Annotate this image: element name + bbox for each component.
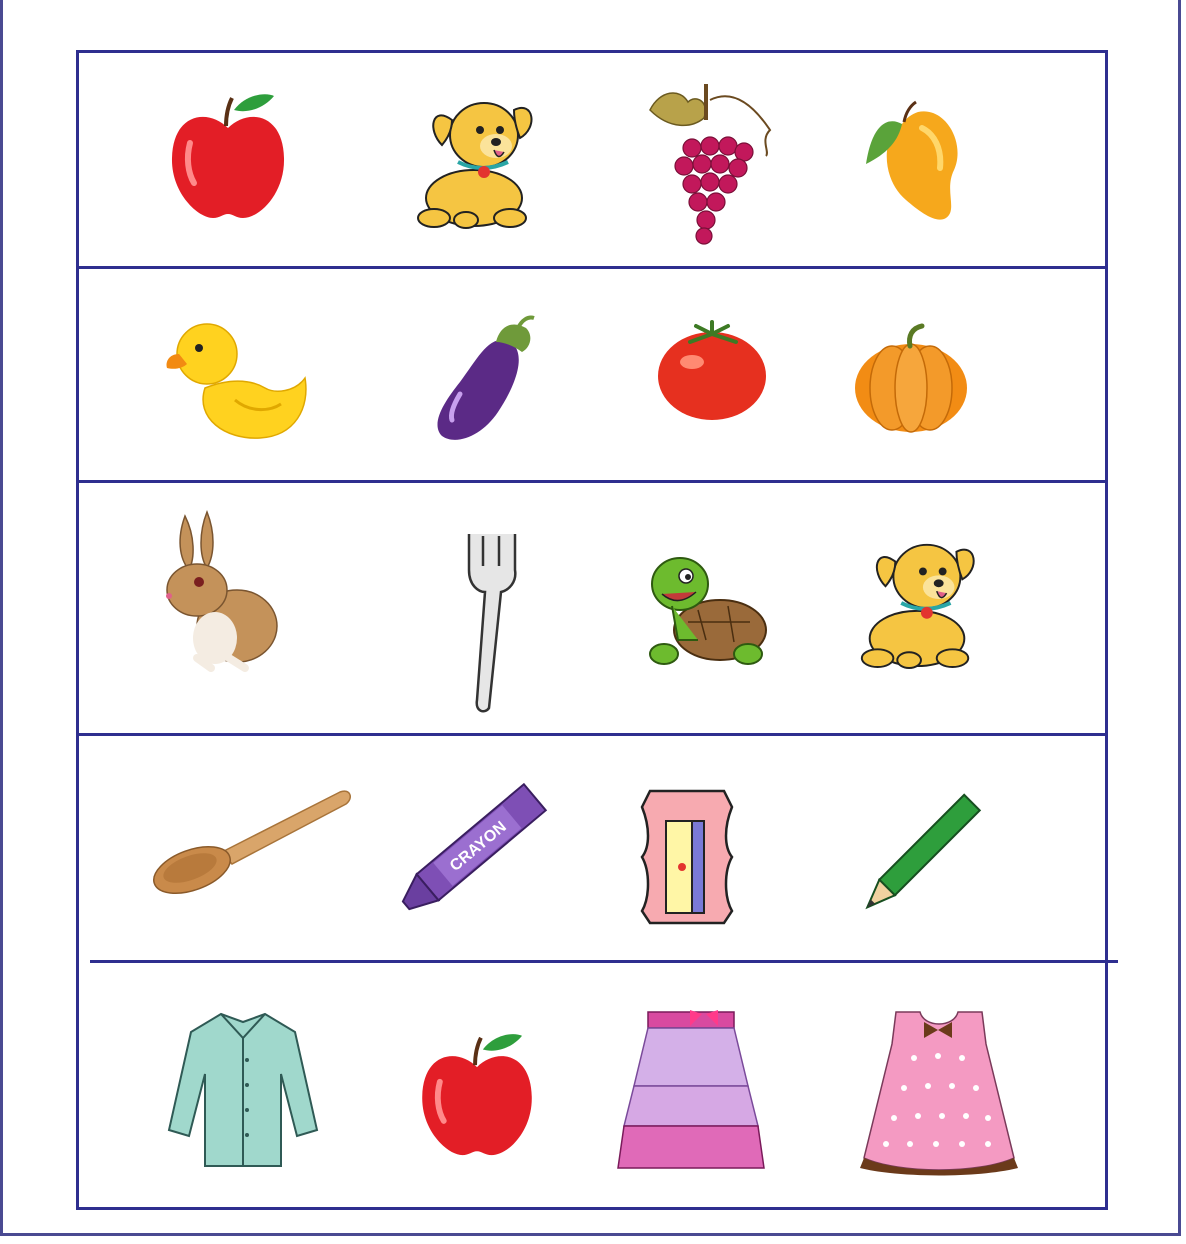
tomato-icon xyxy=(656,320,769,422)
row-divider-2 xyxy=(76,480,1108,483)
eggplant-icon xyxy=(430,312,540,447)
crayon-icon xyxy=(384,775,559,925)
skirt-icon xyxy=(616,1008,766,1175)
spoon-icon xyxy=(150,782,355,897)
dress-icon xyxy=(858,1008,1020,1175)
grapes-icon xyxy=(640,80,780,245)
puppy-icon xyxy=(412,90,538,230)
rabbit-icon xyxy=(155,508,280,673)
fork-icon xyxy=(455,530,520,715)
duck-icon xyxy=(165,308,310,443)
sharpener-icon xyxy=(636,787,739,927)
apple-icon xyxy=(418,1028,536,1160)
row-divider-3 xyxy=(76,733,1108,736)
crayon-label: CRAYON xyxy=(446,818,510,875)
row-divider-4 xyxy=(90,960,1118,963)
pencil-icon xyxy=(852,778,1000,923)
row-divider-1 xyxy=(76,266,1108,269)
apple-icon xyxy=(168,88,288,223)
pumpkin-icon xyxy=(852,322,970,434)
turtle-icon xyxy=(638,550,770,670)
puppy-icon xyxy=(855,532,981,670)
shirt-icon xyxy=(163,1010,323,1170)
mango-icon xyxy=(862,98,970,226)
